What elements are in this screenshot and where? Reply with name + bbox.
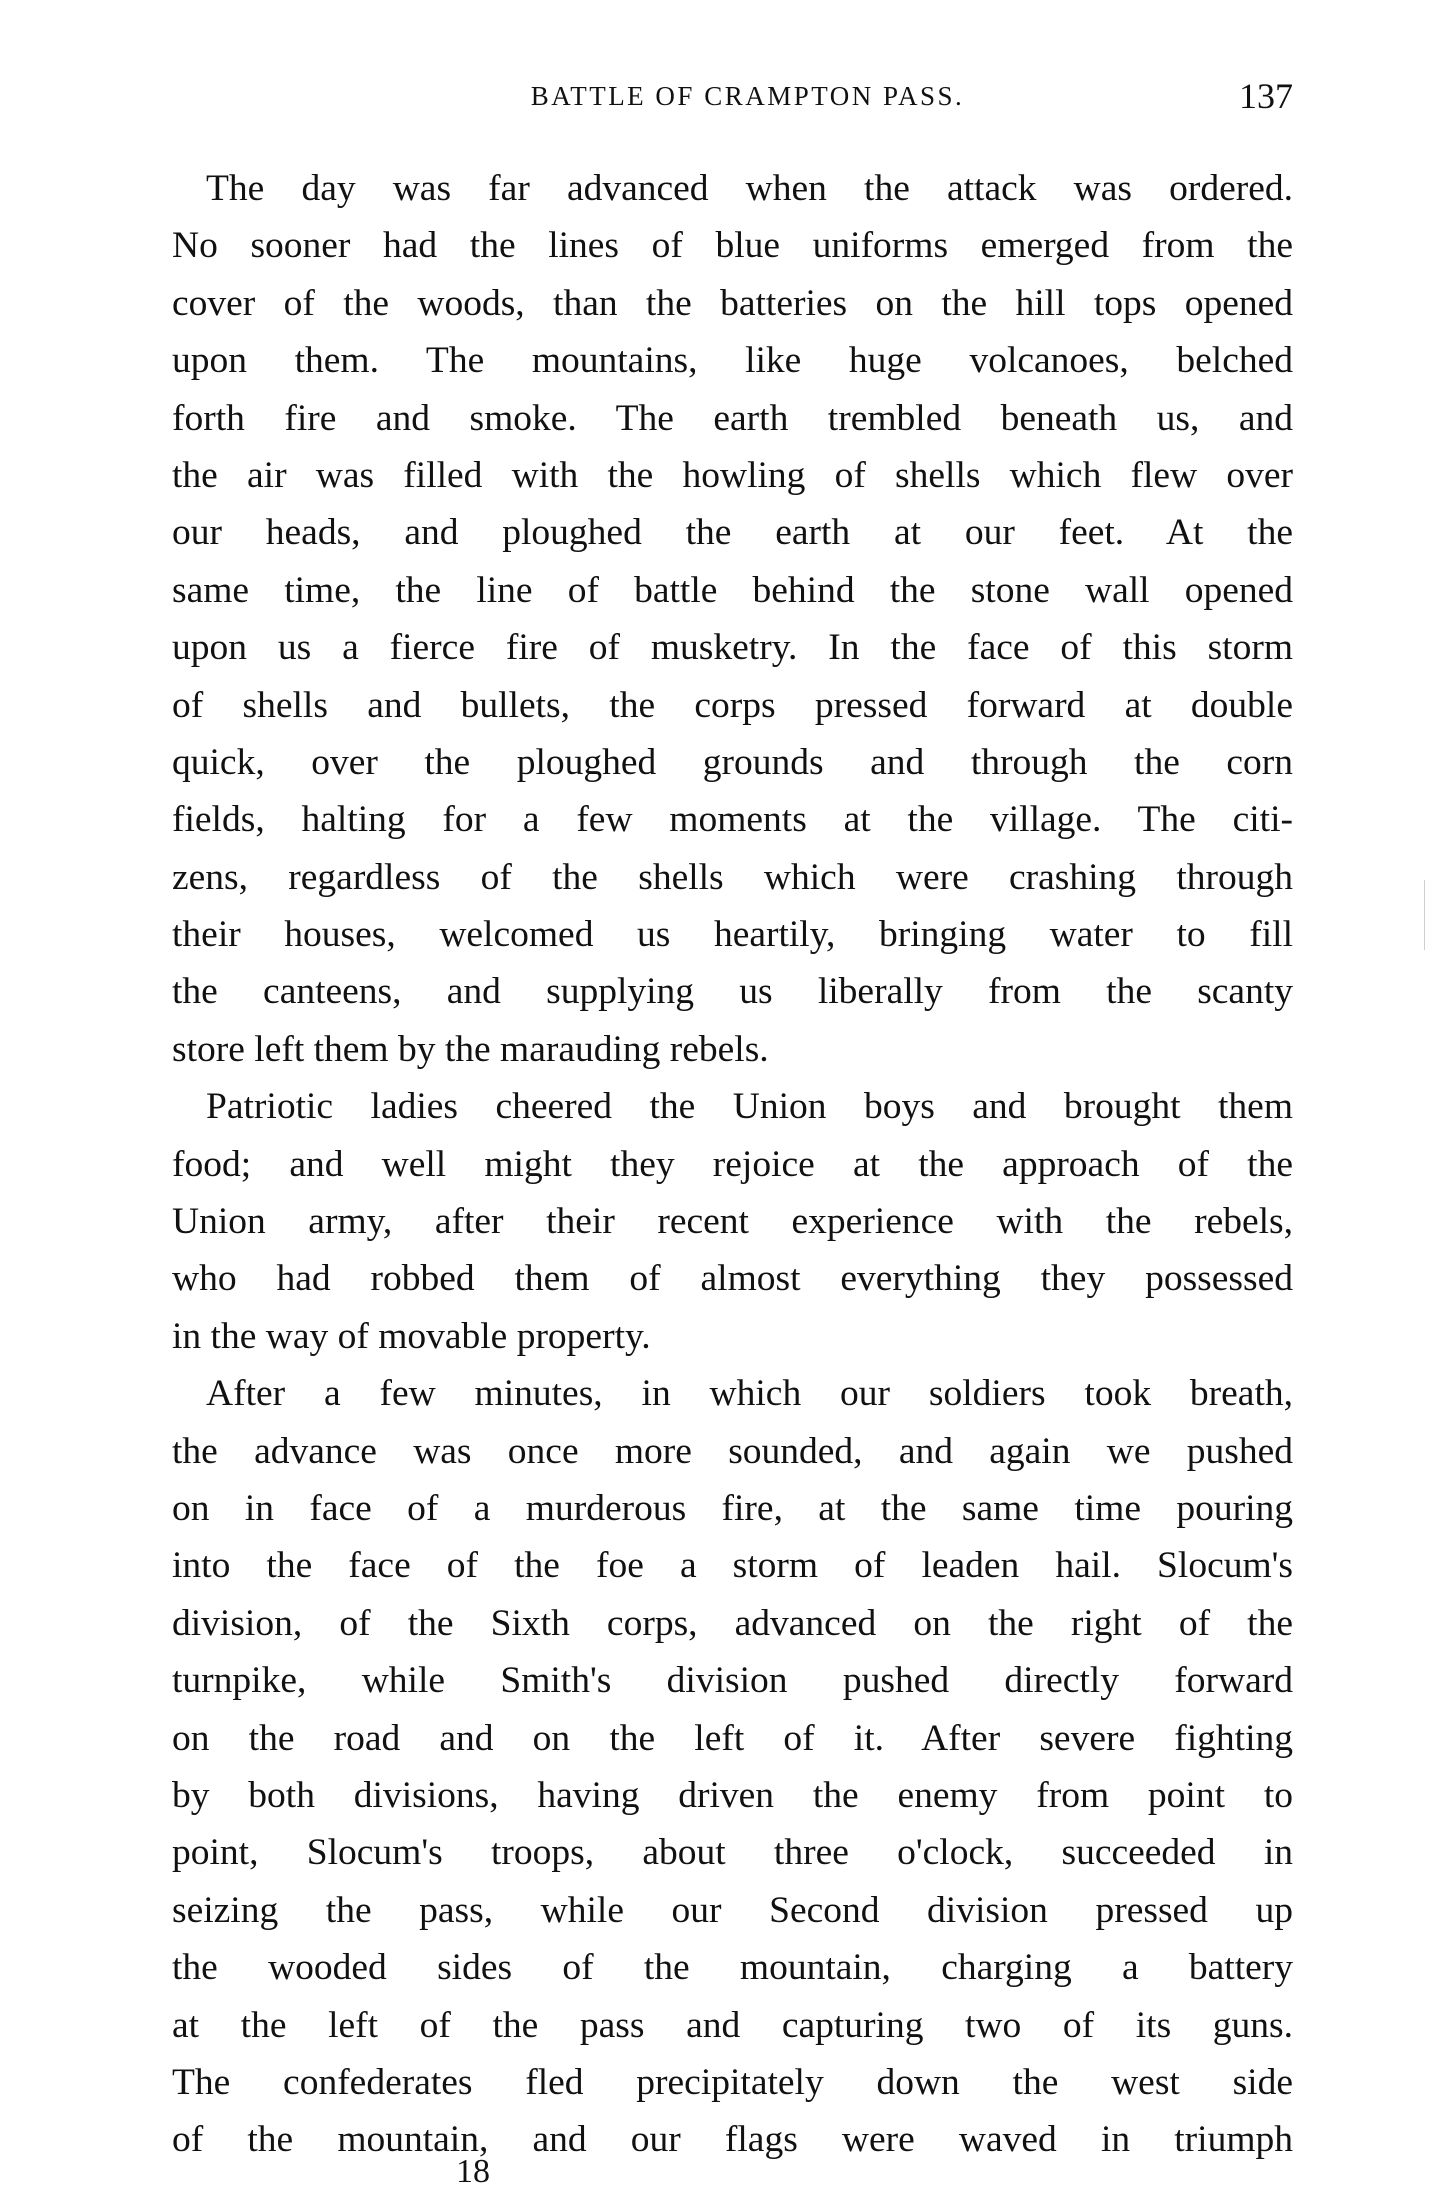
running-head — [172, 68, 1293, 124]
text-line: their houses, welcomed us heartily, bringing water to fill — [172, 914, 1293, 956]
text-line: turnpike, while Smith's division pushed directly forward — [172, 1660, 1293, 1702]
text-line: fields, halting for a few moments at the village. The citi- — [172, 799, 1293, 841]
text-line: Union army, after their recent experience with the rebels, — [172, 1201, 1293, 1243]
text-line: cover of the woods, than the batteries on the hill tops opened — [172, 282, 1293, 324]
paragraph-1 — [172, 160, 1293, 1078]
text-line: point, Slocum's troops, about three o'clock, succeeded in — [172, 1832, 1293, 1874]
paragraph-3 — [172, 1365, 1293, 2168]
paragraph-2 — [172, 1078, 1293, 1365]
text-line: division, of the Sixth corps, advanced on the right of the — [172, 1602, 1293, 1644]
text-line: on in face of a murderous fire, at the same time pouring — [172, 1487, 1293, 1529]
text-line: same time, the line of battle behind the stone wall opened — [172, 569, 1293, 611]
text-line: of shells and bullets, the corps pressed forward at double — [172, 684, 1293, 726]
text-line: Patriotic ladies cheered the Union boys and brought them — [206, 1086, 1293, 1128]
scan-edge-mark — [1424, 880, 1425, 950]
text-line: in the way of movable property. — [172, 1315, 651, 1357]
text-line: forth fire and smoke. The earth trembled beneath us, and — [172, 397, 1293, 439]
text-line: our heads, and ploughed the earth at our feet. At the — [172, 512, 1293, 554]
text-line: After a few minutes, in which our soldiers took breath, — [206, 1373, 1293, 1415]
text-line: store left them by the marauding rebels. — [172, 1028, 769, 1070]
text-line: by both divisions, having driven the enemy from point to — [172, 1774, 1293, 1816]
text-line: zens, regardless of the shells which were crashing through — [172, 856, 1293, 898]
text-line: the air was filled with the howling of shells which flew over — [172, 454, 1293, 496]
text-line: upon them. The mountains, like huge volcanoes, belched — [172, 340, 1293, 382]
text-line: food; and well might they rejoice at the approach of the — [172, 1143, 1293, 1185]
text-line: who had robbed them of almost everything they possessed — [172, 1258, 1293, 1300]
text-line: the advance was once more sounded, and again we pushed — [172, 1430, 1293, 1472]
text-line: No sooner had the lines of blue uniforms emerged from the — [172, 225, 1293, 267]
page-number: 137 — [1239, 76, 1293, 116]
text-line: the wooded sides of the mountain, charging a battery — [172, 1947, 1293, 1989]
text-line: of the mountain, and our flags were waved in triumph — [172, 2119, 1293, 2161]
text-line: on the road and on the left of it. After severe fighting — [172, 1717, 1293, 1759]
text-line: upon us a fierce fire of musketry. In the face of this storm — [172, 627, 1293, 669]
body-text — [172, 160, 1293, 2169]
text-line: seizing the pass, while our Second division pressed up — [172, 1889, 1293, 1931]
signature-mark: 18 — [456, 2153, 490, 2190]
text-line: quick, over the ploughed grounds and through the corn — [172, 741, 1293, 783]
running-title: BATTLE OF CRAMPTON PASS. — [530, 81, 965, 111]
text-line: the canteens, and supplying us liberally from the scanty — [172, 971, 1293, 1013]
text-line: at the left of the pass and capturing two of its guns. — [172, 2004, 1293, 2046]
text-line: The confederates fled precipitately down the west side — [172, 2061, 1293, 2103]
text-line: into the face of the foe a storm of leaden hail. Slocum's — [172, 1545, 1293, 1587]
text-line: The day was far advanced when the attack was ordered. — [206, 168, 1293, 209]
